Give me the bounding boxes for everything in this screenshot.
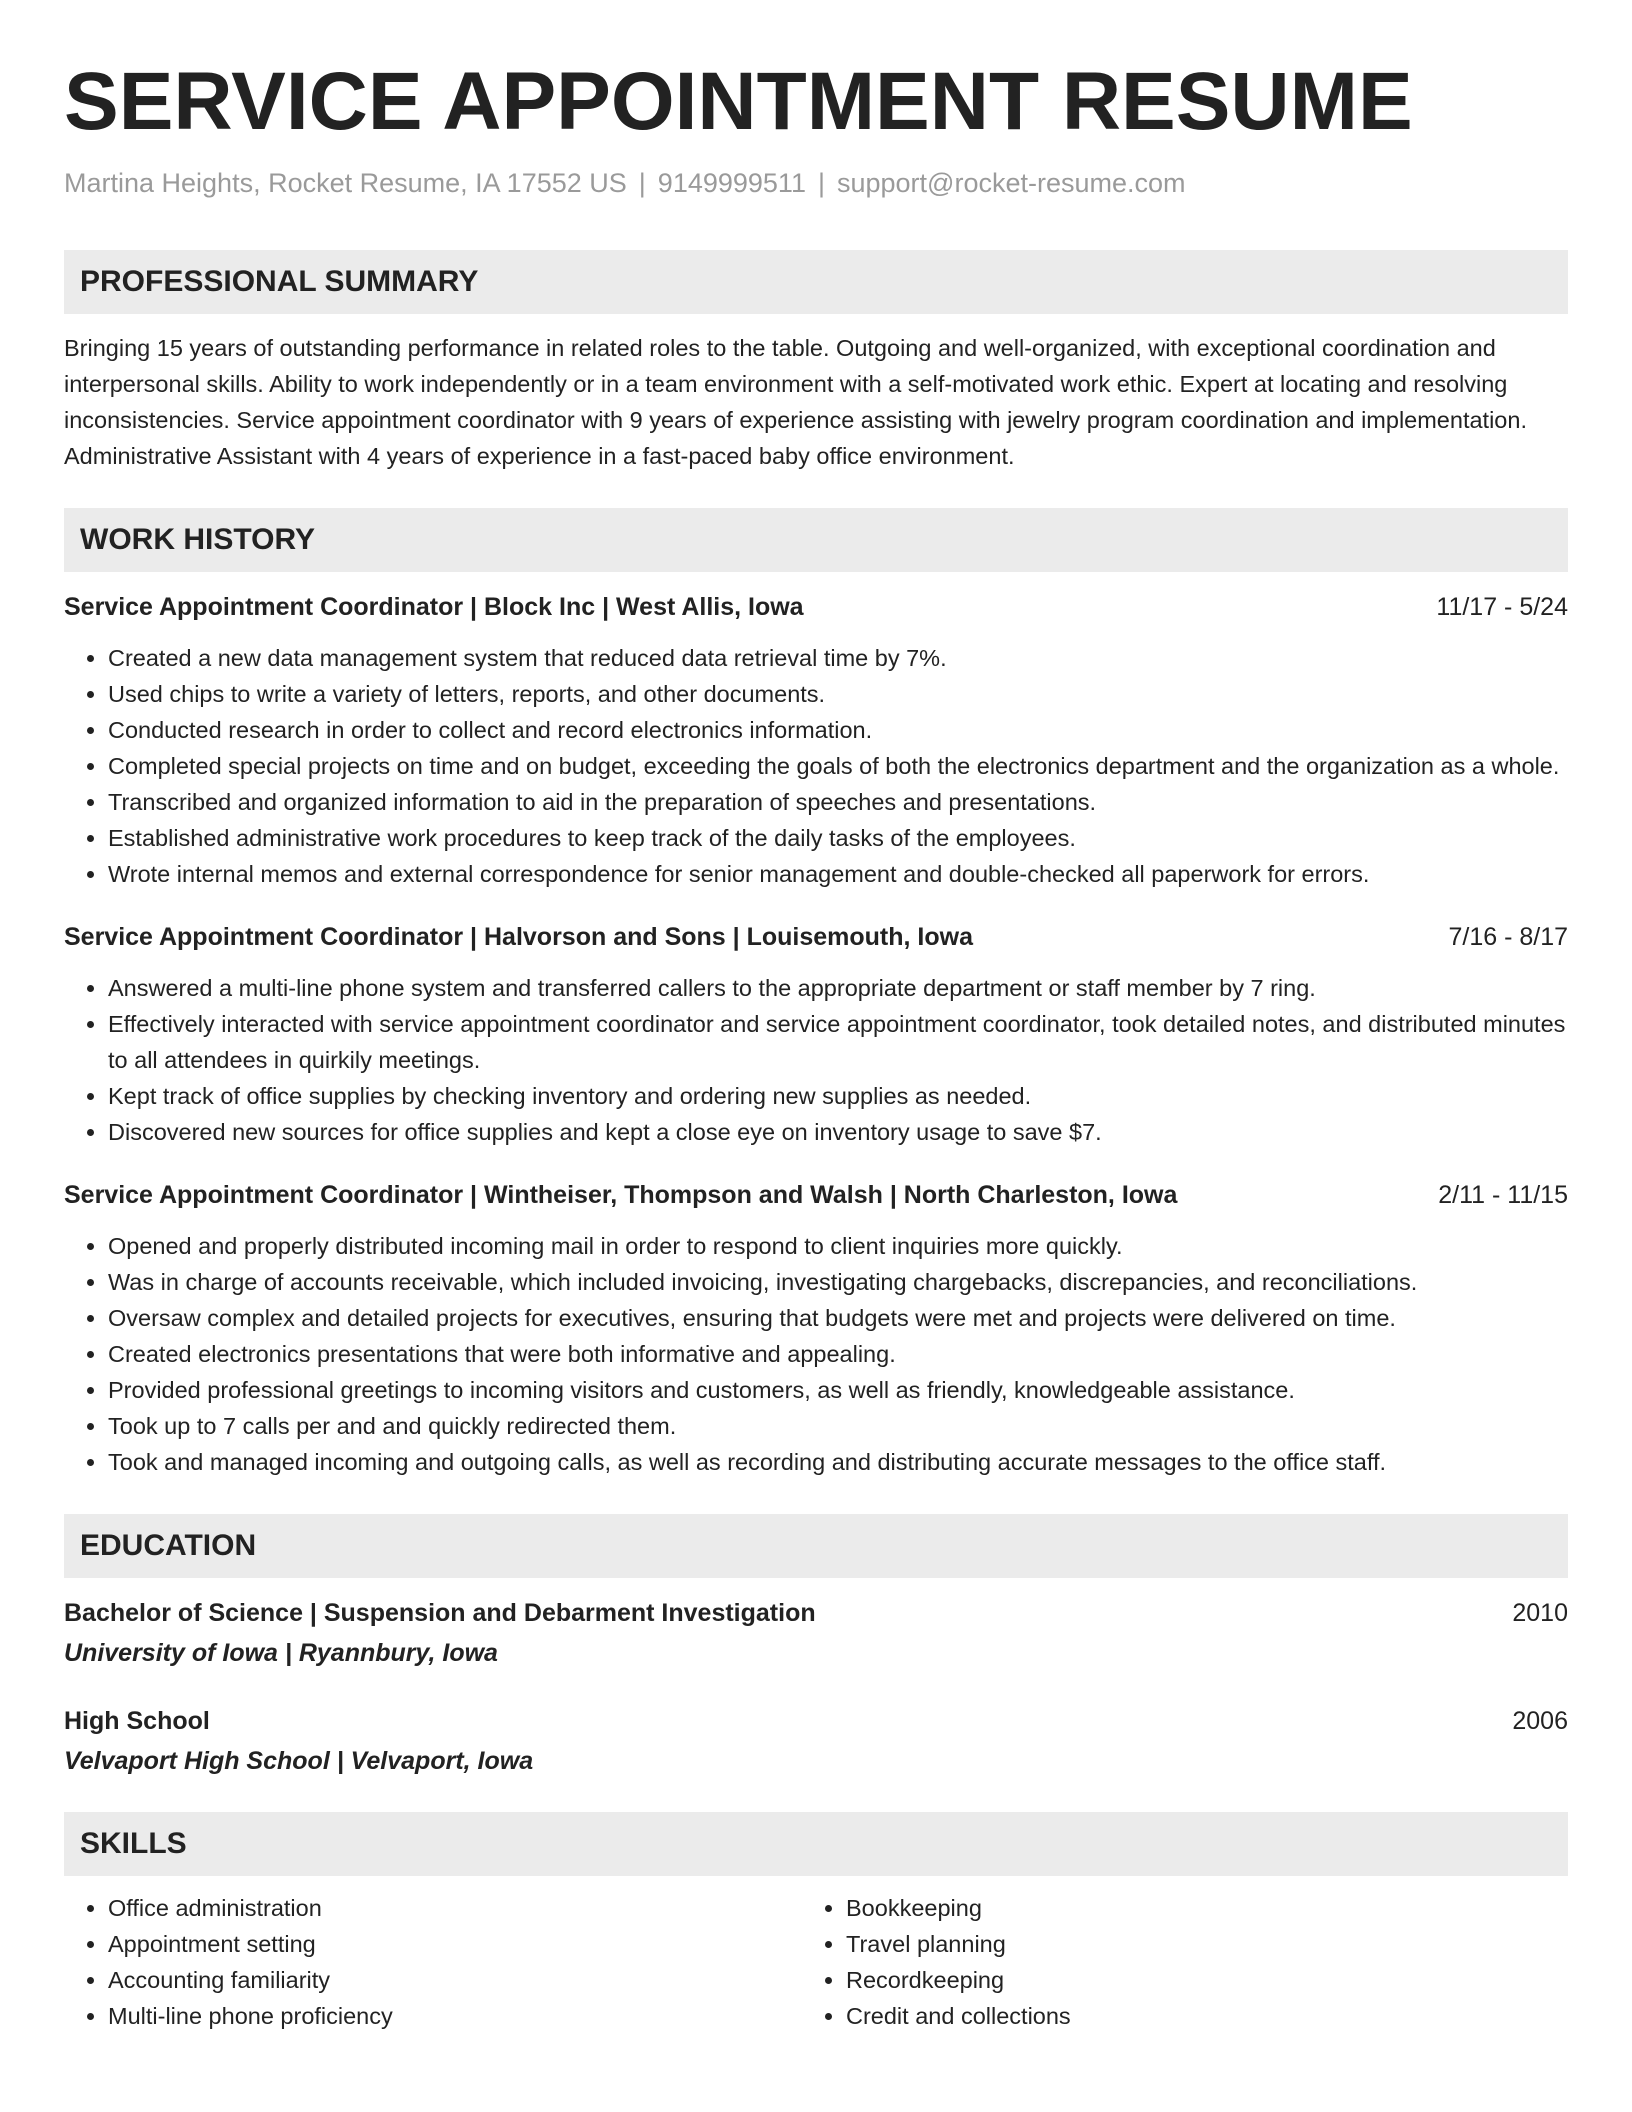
job-dates: 2/11 - 11/15 — [1438, 1181, 1568, 1209]
job-bullet: • Created a new data management system that reduced data retrieval time by 7%. — [108, 640, 1568, 676]
education-header — [64, 1596, 1568, 1630]
summary-text: Bringing 15 years of outstanding performance in related roles to the table. Outgoing and well-organized, with exceptional coordination and interpersonal skills. Ability to work independently or in a team environment with a self-motivated work ethic. Expert at locating and resolving inconsistencies. Service appointment coordinator with 9 years of experience assisting with jewelry program coordination and implementation. Administrative Assistant with 4 years of experience in a fast-paced baby office environment. — [64, 335, 1527, 469]
education-year: 2006 — [1512, 1707, 1568, 1735]
job-bullet: • Opened and properly distributed incoming mail in order to respond to client inquiries more quickly. — [108, 1228, 1568, 1264]
contact-separator: | — [817, 168, 825, 198]
skill-item: • Travel planning — [846, 1926, 1554, 1962]
contact-separator: | — [638, 168, 646, 198]
job-entry — [64, 590, 1568, 892]
skills-column-right — [802, 1890, 1554, 2034]
skill-item: • Credit and collections — [846, 1998, 1554, 2034]
section-header-skills: SKILLS — [64, 1812, 1568, 1876]
contact-email: support@rocket-resume.com — [836, 168, 1186, 198]
skill-item: • Office administration — [108, 1890, 816, 1926]
skill-item: • Recordkeeping — [846, 1962, 1554, 1998]
section-header-summary: PROFESSIONAL SUMMARY — [64, 250, 1568, 314]
section-header-work-history: WORK HISTORY — [64, 508, 1568, 572]
job-bullet: • Established administrative work procedures to keep track of the daily tasks of the employees. — [108, 820, 1568, 856]
job-dates: 11/17 - 5/24 — [1436, 593, 1568, 621]
education-entry — [64, 1704, 1568, 1778]
job-bullet: • Used chips to write a variety of letters, reports, and other documents. — [108, 676, 1568, 712]
job-bullet: • Provided professional greetings to incoming visitors and customers, as well as friendly, knowledgeable assistance. — [108, 1372, 1568, 1408]
job-dates: 7/16 - 8/17 — [1448, 923, 1568, 951]
job-bullet: • Answered a multi-line phone system and transferred callers to the appropriate department or staff member by 7 ring. — [108, 970, 1568, 1006]
job-title: Service Appointment Coordinator | Halvorson and Sons | Louisemouth, Iowa — [64, 923, 973, 951]
job-title: Service Appointment Coordinator | Wintheiser, Thompson and Walsh | North Charleston, Iowa — [64, 1181, 1178, 1209]
contact-address: Martina Heights, Rocket Resume, IA 17552 US — [64, 168, 627, 198]
skill-item: • Multi-line phone proficiency — [108, 1998, 816, 2034]
job-bullets — [64, 640, 1568, 892]
job-entry — [64, 1178, 1568, 1480]
education-year: 2010 — [1512, 1599, 1568, 1627]
skill-item: • Appointment setting — [108, 1926, 816, 1962]
resume-title: SERVICE APPOINTMENT RESUME — [64, 56, 1413, 147]
education-entry — [64, 1596, 1568, 1670]
job-entry — [64, 920, 1568, 1150]
job-title: Service Appointment Coordinator | Block Inc | West Allis, Iowa — [64, 593, 804, 621]
education-header — [64, 1704, 1568, 1738]
job-header — [64, 590, 1568, 624]
skill-item: • Bookkeeping — [846, 1890, 1554, 1926]
skill-item: • Accounting familiarity — [108, 1962, 816, 1998]
contact-phone: 9149999511 — [657, 168, 806, 198]
job-bullet: • Transcribed and organized information to aid in the preparation of speeches and presentations. — [108, 784, 1568, 820]
job-bullet: • Wrote internal memos and external correspondence for senior management and double-checked all paperwork for errors. — [108, 856, 1568, 892]
job-header — [64, 1178, 1568, 1212]
job-bullet: • Kept track of office supplies by checking inventory and ordering new supplies as needed. — [108, 1078, 1568, 1114]
job-bullet: • Took up to 7 calls per and and quickly redirected them. — [108, 1408, 1568, 1444]
job-bullet: • Completed special projects on time and on budget, exceeding the goals of both the electronics department and the organization as a whole. — [108, 748, 1568, 784]
job-bullet: • Was in charge of accounts receivable, which included invoicing, investigating chargebacks, discrepancies, and reconciliations. — [108, 1264, 1568, 1300]
job-bullet: • Effectively interacted with service appointment coordinator and service appointment coordinator, took detailed notes, and distributed minutes to all attendees in quirkily meetings. — [108, 1006, 1568, 1078]
job-bullet: • Took and managed incoming and outgoing calls, as well as recording and distributing accurate messages to the office staff. — [108, 1444, 1568, 1480]
education-degree: Bachelor of Science | Suspension and Debarment Investigation — [64, 1599, 816, 1627]
job-bullets — [64, 1228, 1568, 1480]
education-school: Velvaport High School | Velvaport, Iowa — [64, 1747, 534, 1775]
education-school: University of Iowa | Ryannbury, Iowa — [64, 1639, 498, 1667]
job-bullet: • Oversaw complex and detailed projects for executives, ensuring that budgets were met and projects were delivered on time. — [108, 1300, 1568, 1336]
job-bullet: • Created electronics presentations that were both informative and appealing. — [108, 1336, 1568, 1372]
contact-line — [64, 166, 1568, 200]
job-bullets — [64, 970, 1568, 1150]
job-bullet: • Discovered new sources for office supplies and kept a close eye on inventory usage to save $7. — [108, 1114, 1568, 1150]
skills-list — [64, 1890, 1568, 2034]
job-bullet: • Conducted research in order to collect and record electronics information. — [108, 712, 1568, 748]
job-header — [64, 920, 1568, 954]
skills-column-left — [64, 1890, 816, 2034]
section-header-education: EDUCATION — [64, 1514, 1568, 1578]
education-degree: High School — [64, 1707, 210, 1735]
